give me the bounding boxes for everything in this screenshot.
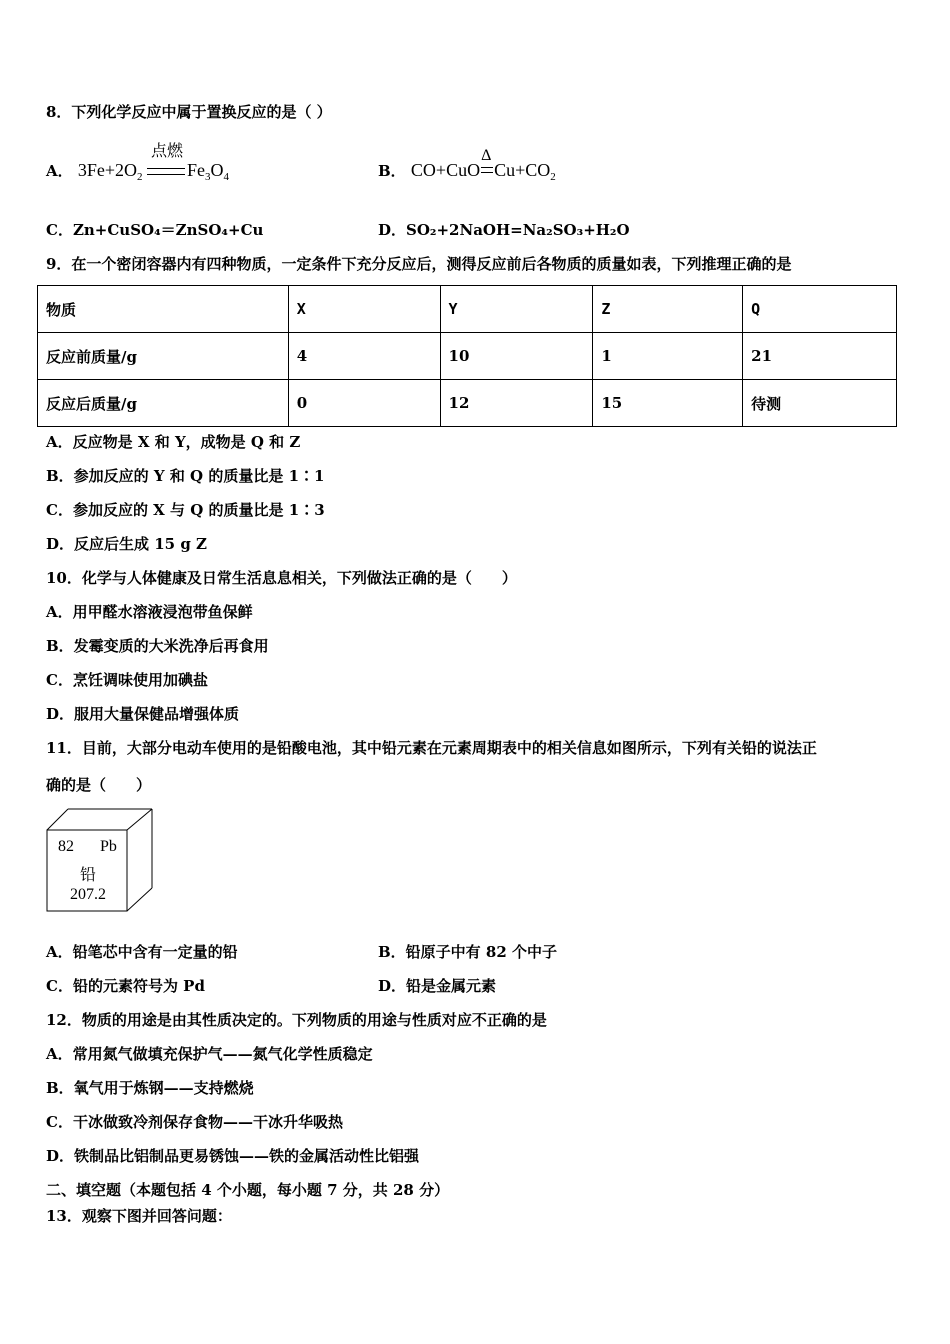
q8-option-a[interactable] (46, 142, 230, 183)
q8-option-a-formula (77, 142, 230, 183)
reaction-arrow-ignite (147, 142, 187, 182)
q8-a-right-sub2: 4 (223, 171, 230, 183)
q8-option-a-label: A． (46, 162, 73, 180)
double-line-icon (147, 168, 185, 175)
table-cell: Y (440, 286, 593, 333)
q9-option-a[interactable]: A．反应物是 X 和 Y，成物是 Q 和 Z (46, 433, 301, 451)
q8-a-right-sub1: 3 (205, 171, 211, 183)
q9-option-c[interactable]: C．参加反应的 X 与 Q 的质量比是 1∶3 (46, 501, 325, 519)
table-cell: 待测 (743, 380, 897, 427)
q10-stem: 10．化学与人体健康及日常生活息息相关，下列做法正确的是（ ） (46, 569, 517, 587)
q12-option-d[interactable]: D．铁制品比铝制品更易锈蚀——铁的金属活动性比铝强 (46, 1147, 420, 1165)
table-row (38, 380, 897, 427)
q12-option-c[interactable]: C．干冰做致冷剂保存食物——干冰升华吸热 (46, 1113, 343, 1131)
table-cell: 物质 (38, 286, 289, 333)
q11-option-c[interactable]: C．铅的元素符号为 Pd (46, 977, 205, 995)
q9-option-b[interactable]: B．参加反应的 Y 和 Q 的质量比是 1∶1 (46, 467, 325, 485)
q11-option-a[interactable]: A．铅笔芯中含有一定量的铅 (46, 943, 238, 961)
table-cell: Z (593, 286, 743, 333)
q12-option-a[interactable]: A．常用氮气做填充保护气——氮气化学性质稳定 (46, 1045, 373, 1063)
table-cell: 15 (593, 380, 743, 427)
section-heading: 二、填空题（本题包括 4 个小题，每小题 7 分，共 28 分） (46, 1181, 450, 1199)
table-cell: 21 (743, 333, 897, 380)
element-atomic-mass: 207.2 (70, 886, 106, 903)
q13-stem: 13．观察下图并回答问题： (46, 1207, 232, 1225)
table-cell: 10 (440, 333, 593, 380)
table-cell: 0 (288, 380, 440, 427)
q8-option-c[interactable]: C．Zn+CuSO₄＝ZnSO₄+Cu (46, 221, 264, 239)
q8-a-right: Fe (187, 160, 206, 180)
q10-option-a[interactable]: A．用甲醛水溶液浸泡带鱼保鲜 (46, 603, 253, 621)
q8-a-right-mid: O (210, 160, 224, 180)
q8-b-right-sub: 2 (550, 171, 556, 183)
element-atomic-number: 82 (58, 838, 74, 855)
q8-option-b-label: B． (378, 162, 406, 180)
q10-option-c[interactable]: C．烹饪调味使用加碘盐 (46, 671, 208, 689)
table-cell: Q (743, 286, 897, 333)
table-cell: 4 (288, 333, 440, 380)
q9-option-d[interactable]: D．反应后生成 15 g Z (46, 535, 207, 553)
table-cell: 12 (440, 380, 593, 427)
periodic-element-card (46, 808, 154, 912)
q8-option-b[interactable] (378, 146, 556, 183)
q8-b-right: Cu+CO (494, 160, 551, 180)
table-cell: 1 (593, 333, 743, 380)
element-name: 铅 (80, 867, 97, 884)
q8-b-left: CO+CuO (410, 160, 481, 180)
q8-a-left-sub: 2 (137, 171, 143, 183)
q8-option-b-formula (410, 146, 556, 183)
q11-stem-line2: 确的是（ ） (46, 776, 152, 794)
q8-a-condition: 点燃 (151, 142, 184, 160)
table-row (38, 333, 897, 380)
q11-option-d[interactable]: D．铅是金属元素 (378, 977, 497, 995)
q8-stem: 8．下列化学反应中属于置换反应的是（ ） (46, 103, 332, 121)
q8-b-condition: Δ (481, 146, 492, 164)
table-header-row (38, 286, 897, 333)
q11-option-b[interactable]: B．铅原子中有 82 个中子 (378, 943, 557, 961)
reaction-arrow-heat (480, 146, 494, 182)
q9-mass-table (37, 285, 897, 427)
table-cell: X (288, 286, 440, 333)
equals-line-icon (481, 167, 493, 173)
q10-option-d[interactable]: D．服用大量保健品增强体质 (46, 705, 240, 723)
element-symbol: Pb (100, 838, 117, 855)
table-cell: 反应后质量/g (38, 380, 289, 427)
q10-option-b[interactable]: B．发霉变质的大米洗净后再食用 (46, 637, 269, 655)
q12-option-b[interactable]: B．氧气用于炼钢——支持燃烧 (46, 1079, 254, 1097)
q12-stem: 12．物质的用途是由其性质决定的。下列物质的用途与性质对应不正确的是 (46, 1011, 547, 1029)
table-cell: 反应前质量/g (38, 333, 289, 380)
q8-option-d[interactable]: D．SO₂+2NaOH=Na₂SO₃+H₂O (378, 221, 630, 239)
q8-a-left: 3Fe+2O (77, 160, 138, 180)
q9-stem: 9．在一个密闭容器内有四种物质，一定条件下充分反应后，测得反应前后各物质的质量如表，下列推理正确的是 (46, 255, 792, 273)
q11-stem-line1: 11．目前，大部分电动车使用的是铅酸电池，其中铅元素在元素周期表中的相关信息如图所示，下列有关铅的说法正 (46, 739, 817, 757)
